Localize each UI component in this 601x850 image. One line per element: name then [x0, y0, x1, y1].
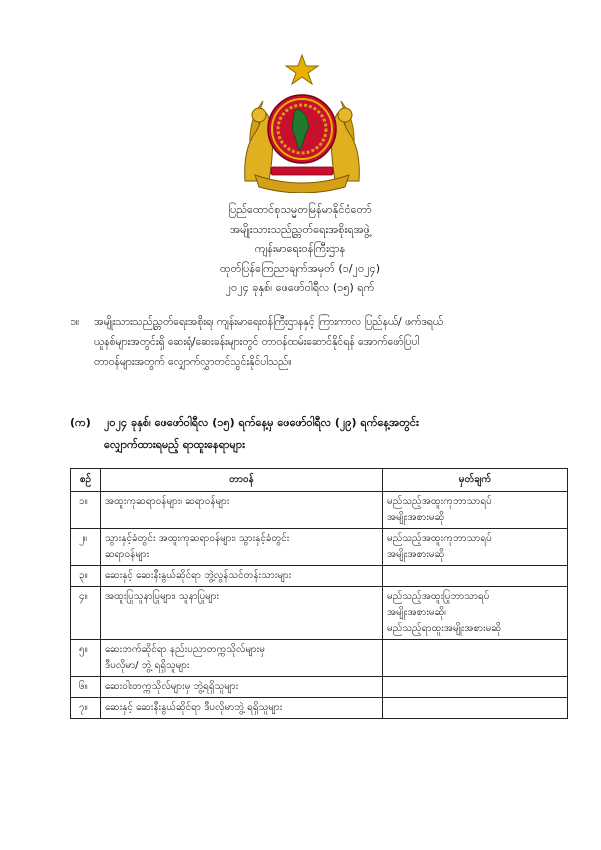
- table-row: [71, 698, 568, 719]
- table-row: [71, 640, 568, 677]
- section-heading: [70, 412, 540, 456]
- row-remark-line: မည်သည့်အထူးကုဘာသာရပ်: [387, 496, 492, 507]
- row-no: ၅။: [71, 640, 101, 677]
- row-duty-line: ဆရာဝန်များ: [105, 549, 150, 560]
- row-duty: [101, 698, 383, 719]
- row-duty: [101, 677, 383, 698]
- row-duty-line: အထူးကုဆရာဝန်များ၊ ဆရာဝန်များ: [105, 496, 230, 507]
- row-remark: [383, 698, 568, 719]
- section-line-2: လျှောက်ထားရမည့် ရာထူးနေရာများ: [104, 438, 245, 451]
- intro-paragraph: [70, 312, 540, 372]
- intro-line-1: အမျိုးသားသည်ည္တတ်ရေးအစိုးရ၊ ကျန်းမာရေးဝန်ကြီးဌာနနှင့် ကြားကာလ ပြည်နယ်/ ဖက်ဒရယ်: [94, 316, 444, 328]
- row-remark: [383, 677, 568, 698]
- row-no: ၆။: [71, 677, 101, 698]
- row-duty-line: အထူးပြုသူနာပြုများ၊ သူနာပြုများ: [105, 591, 220, 602]
- document-header: [120, 200, 480, 298]
- row-remark: [383, 640, 568, 677]
- row-duty: [101, 587, 383, 640]
- row-remark: [383, 587, 568, 640]
- row-remark-line: အမျိုးအစားမဆို: [387, 549, 445, 560]
- row-no: ၃။: [71, 566, 101, 587]
- positions-table: [70, 468, 568, 719]
- state-seal-emblem-icon: [241, 53, 363, 193]
- row-no: ၄။: [71, 587, 101, 640]
- table-row: [71, 529, 568, 566]
- header-remark: မှတ်ချက်: [383, 469, 568, 492]
- row-duty-line: ဆေးဘက်ဆိုင်ရာ နည်းပညာတက္ကသိုလ်များမှ: [105, 644, 265, 655]
- row-remark: [383, 492, 568, 529]
- row-no: ၁။: [71, 492, 101, 529]
- row-duty-line: ဒီပလိုမာ/ ဘွဲ့ ရရှိသူများ: [105, 660, 190, 671]
- row-duty: [101, 492, 383, 529]
- row-remark-line: အမျိုးအစားမဆို: [387, 512, 445, 523]
- intro-number: ၁။: [70, 316, 80, 328]
- row-no: ၂။: [71, 529, 101, 566]
- row-duty: [101, 566, 383, 587]
- table-row: [71, 677, 568, 698]
- row-remark: [383, 566, 568, 587]
- header-ministry-name: ကျန်းမာရေးဝန်ကြီးဌာန: [254, 242, 346, 255]
- row-duty-line: ဆေးဝါးတက္ကသိုလ်များမှ ဘွဲ့ရရှိသူများ: [105, 681, 239, 692]
- row-remark-line: မည်သည့်ရာထူးအမျိုးအစားမဆို: [387, 623, 502, 634]
- header-no: စဉ်: [71, 469, 101, 492]
- row-remark: [383, 529, 568, 566]
- section-label: (က): [70, 416, 91, 429]
- row-duty-line: သွားနှင့်ခံတွင်း အထူးကုဆရာဝန်များ၊ သွားနှင့်ခံတွင်း: [105, 533, 290, 544]
- row-no: ၇။: [71, 698, 101, 719]
- table-row: [71, 566, 568, 587]
- row-duty: [101, 529, 383, 566]
- header-duty: တာဝန်: [101, 469, 383, 492]
- table-row: [71, 587, 568, 640]
- row-duty-line: ဆေးနှင့် ဆေးနီးနွယ်ဆိုင်ရာ ဘွဲ့လွန်သင်တန်းသားများ: [105, 570, 292, 581]
- header-date: ၂၀၂၄ ခုနှစ်၊ ဖေဖော်ဝါရီလ (၁၅) ရက်: [225, 281, 375, 294]
- intro-line-2: ယူနစ်များအတွင်းရှိ ဆေးရုံ/ဆေးခန်းများတွင် တာဝန်ထမ်းဆောင်နိုင်ရန် အောက်ဖော်ပြပါ: [94, 336, 420, 348]
- intro-line-3: တာဝန်များအတွက် လျှောက်လွှာတင်သွင်းနိုင်ပါသည်။: [94, 356, 292, 368]
- row-duty: [101, 640, 383, 677]
- header-government-name: အမျိုးသားသည်ည္တတ်ရေးအစိုးရအဖွဲ့: [230, 222, 370, 236]
- row-remark-line: မည်သည့်အထူးပြုဘာသာရပ်: [387, 591, 490, 602]
- table-header-row: [71, 469, 568, 492]
- row-duty-line: ဆေးနှင့် ဆေးနီးနွယ်ဆိုင်ရာ ဒီပလိုမာဘွဲ့ ရရှိသူများ: [105, 702, 283, 713]
- row-remark-line: မည်သည့်အထူးကုဘာသာရပ်: [387, 533, 492, 544]
- section-line-1: ၂၀၂၄ ခုနှစ်၊ ဖေဖော်ဝါရီလ (၁၅) ရက်နေ့မှ ဖေဖော်ဝါရီလ (၂၉) ရက်နေ့အတွင်း: [104, 416, 419, 429]
- row-remark-line: အမျိုးအစားမဆို၊: [387, 607, 446, 618]
- header-country-name: ပြည်ထောင်စုသမ္မတမြန်မာနိုင်ငံတော်: [228, 203, 372, 216]
- header-announcement-number: ထုတ်ပြန်ကြေညာချက်အမှတ် (၁/၂၀၂၄): [219, 261, 381, 275]
- table-row: [71, 492, 568, 529]
